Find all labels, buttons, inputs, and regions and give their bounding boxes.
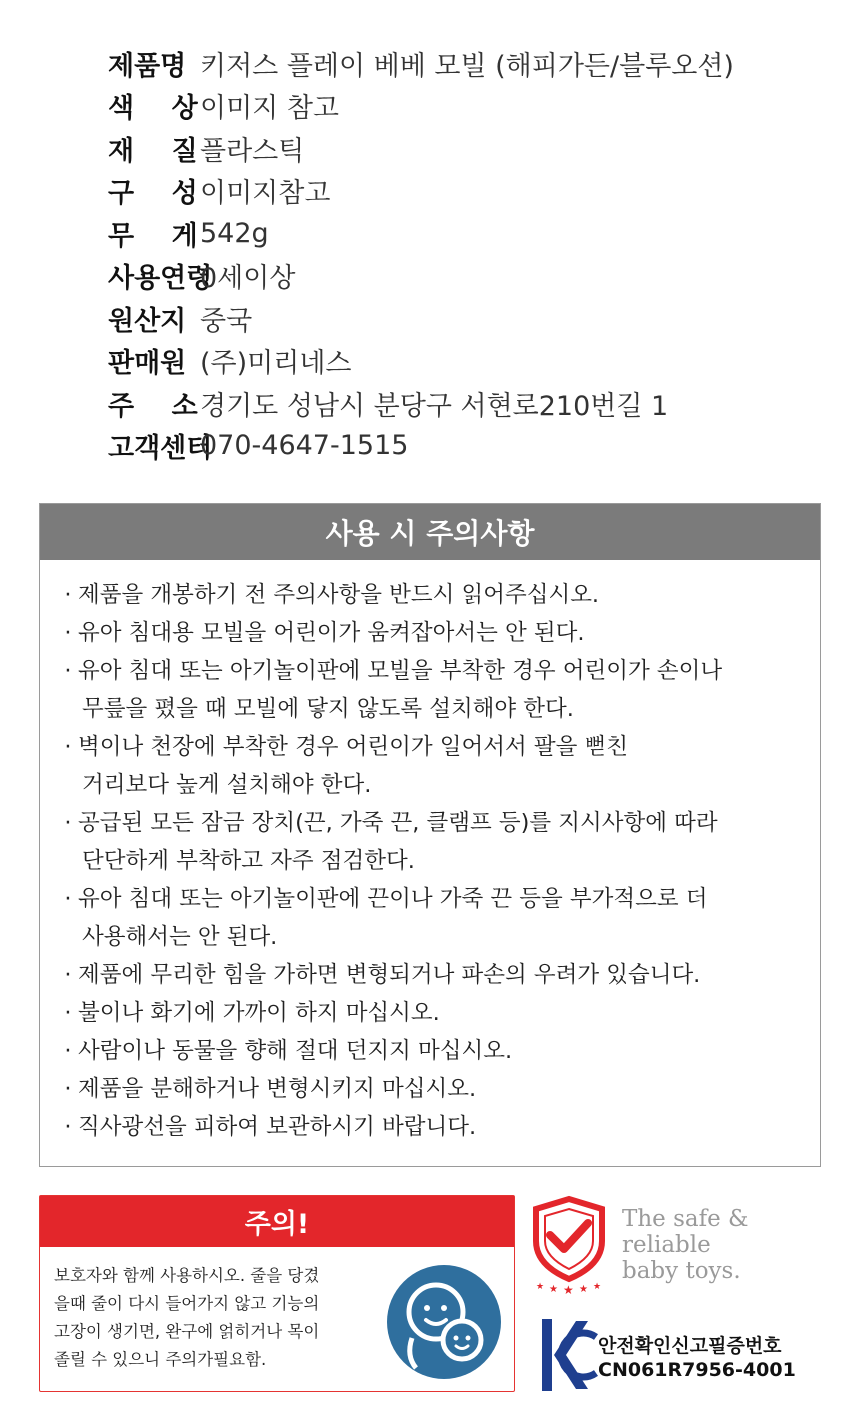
tagline <box>622 1206 802 1284</box>
spec-row-name <box>108 42 734 85</box>
usage-precautions-box <box>39 503 821 1167</box>
bullet: · <box>64 810 72 836</box>
spec-value: 경기도 성남시 분당구 서현로210번길 1 <box>200 390 669 422</box>
shield-check-icon <box>530 1195 608 1295</box>
bullet: · <box>64 1000 72 1026</box>
spec-label: 색 상 <box>108 93 198 125</box>
spec-value: 070-4647-1515 <box>200 430 409 462</box>
precaution-line <box>58 1108 722 1146</box>
spec-row-origin <box>108 297 734 340</box>
precaution-text: 벽이나 천장에 부착한 경우 어린이가 일어서서 팔을 뻗친 <box>78 734 628 760</box>
precaution-text: 불이나 화기에 가까이 하지 마십시오. <box>78 1000 440 1026</box>
spec-value: 542g <box>200 217 269 249</box>
bullet: · <box>64 886 72 912</box>
precaution-text: 공급된 모든 잠금 장치(끈, 가죽 끈, 클램프 등)를 지시사항에 따라 <box>78 810 718 836</box>
bullet: · <box>64 962 72 988</box>
precaution-text: 무릎을 폈을 때 모빌에 닿지 않도록 설치해야 한다. <box>82 696 574 722</box>
bullet: · <box>64 582 72 608</box>
precaution-line <box>58 576 722 614</box>
bullet: · <box>64 658 72 684</box>
spec-label: 주 소 <box>108 390 198 422</box>
svg-text:★: ★ <box>563 1283 574 1295</box>
precaution-line <box>58 690 722 728</box>
kc-cert-number: CN061R7956-4001 <box>598 1359 796 1381</box>
precaution-line <box>58 1070 722 1108</box>
tagline-line: baby toys. <box>622 1258 741 1284</box>
precaution-line <box>58 614 722 652</box>
bullet: · <box>64 1038 72 1064</box>
tagline-line: The safe & <box>622 1206 749 1232</box>
precaution-line <box>58 728 722 766</box>
spec-label: 무 게 <box>108 220 198 252</box>
precautions-list <box>58 576 722 1146</box>
spec-row-address <box>108 382 734 425</box>
precaution-line <box>58 804 722 842</box>
spec-label: 구 성 <box>108 178 198 210</box>
precaution-line <box>58 766 722 804</box>
spec-value: 이미지 참고 <box>200 93 339 125</box>
tagline-line: reliable <box>622 1232 711 1258</box>
precaution-line <box>58 842 722 880</box>
precaution-text: 제품에 무리한 힘을 가하면 변형되거나 파손의 우려가 있습니다. <box>78 962 701 988</box>
caution-title: 주의! <box>40 1196 514 1247</box>
svg-text:★: ★ <box>579 1284 588 1295</box>
parent-baby-icon <box>386 1264 502 1380</box>
svg-text:★: ★ <box>536 1282 545 1292</box>
spec-row-customer-center <box>108 425 734 468</box>
precaution-line <box>58 652 722 690</box>
spec-row-composition <box>108 170 734 213</box>
spec-row-age <box>108 255 734 298</box>
precaution-text: 유아 침대 또는 아기놀이판에 모빌을 부착한 경우 어린이가 손이나 <box>78 658 723 684</box>
spec-value: 중국 <box>200 305 253 337</box>
spec-label: 재 질 <box>108 135 198 167</box>
spec-value: 0세이상 <box>200 263 296 295</box>
caution-line: 을때 줄이 다시 들어가지 않고 기능의 <box>54 1294 320 1313</box>
spec-row-material <box>108 127 734 170</box>
precaution-line <box>58 918 722 956</box>
spec-value: (주)미리네스 <box>200 348 352 380</box>
svg-text:★: ★ <box>549 1284 558 1295</box>
spec-label: 고객센터 <box>108 433 213 465</box>
spec-row-weight <box>108 212 734 255</box>
precaution-line <box>58 880 722 918</box>
spec-row-color <box>108 85 734 128</box>
bullet: · <box>64 1114 72 1140</box>
kc-cert-label: 안전확인신고필증번호 <box>598 1335 782 1357</box>
precaution-text: 제품을 개봉하기 전 주의사항을 반드시 읽어주십시오. <box>78 582 600 608</box>
kc-mark-icon <box>540 1317 598 1393</box>
precaution-text: 유아 침대용 모빌을 어린이가 움켜잡아서는 안 된다. <box>78 620 585 646</box>
precaution-text: 제품을 분해하거나 변형시키지 마십시오. <box>78 1076 477 1102</box>
precaution-text: 직사광선을 피하여 보관하시기 바랍니다. <box>78 1114 477 1140</box>
caution-text <box>54 1262 399 1374</box>
spec-value: 이미지참고 <box>200 178 331 210</box>
caution-line: 졸릴 수 있으니 주의가필요함. <box>54 1350 267 1369</box>
spec-value: 키저스 플레이 베베 모빌 (해피가든/블루오션) <box>200 50 734 82</box>
precaution-line <box>58 994 722 1032</box>
precautions-title: 사용 시 주의사항 <box>40 504 820 560</box>
bullet: · <box>64 734 72 760</box>
spec-label: 제품명 <box>108 50 187 82</box>
bullet: · <box>64 1076 72 1102</box>
spec-value: 플라스틱 <box>200 135 305 167</box>
precaution-text: 거리보다 높게 설치해야 한다. <box>82 772 372 798</box>
precaution-text: 사용해서는 안 된다. <box>82 924 278 950</box>
precaution-line <box>58 956 722 994</box>
caution-line: 고장이 생기면, 완구에 얽히거나 목이 <box>54 1322 320 1341</box>
precaution-text: 유아 침대 또는 아기놀이판에 끈이나 가죽 끈 등을 부가적으로 더 <box>78 886 708 912</box>
kc-certification <box>598 1334 796 1382</box>
spec-label: 사용연령 <box>108 263 213 295</box>
precaution-text: 사람이나 동물을 향해 절대 던지지 마십시오. <box>78 1038 513 1064</box>
precaution-line <box>58 1032 722 1070</box>
svg-text:★: ★ <box>593 1282 602 1292</box>
spec-label: 판매원 <box>108 348 187 380</box>
bullet: · <box>64 620 72 646</box>
spec-row-seller <box>108 340 734 383</box>
spec-label: 원산지 <box>108 305 187 337</box>
precaution-text: 단단하게 부착하고 자주 점검한다. <box>82 848 415 874</box>
caution-box <box>39 1195 515 1392</box>
product-spec-table <box>108 42 734 467</box>
caution-line: 보호자와 함께 사용하시오. 줄을 당겼 <box>54 1266 320 1285</box>
